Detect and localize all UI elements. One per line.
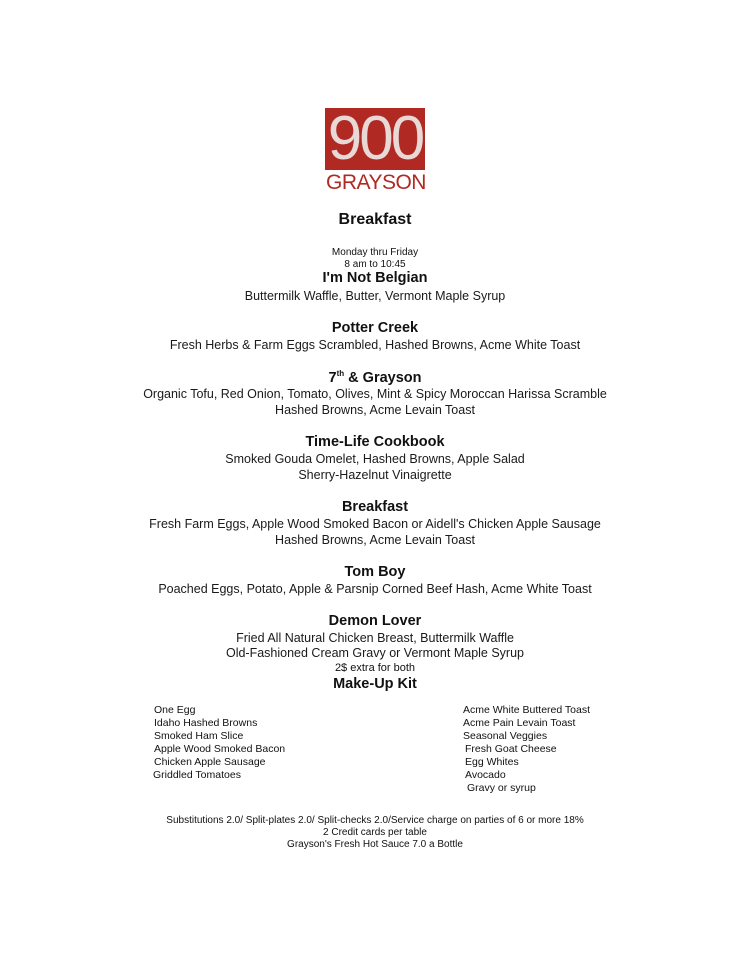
list-item: Apple Wood Smoked Bacon <box>154 743 286 755</box>
list-item: Egg Whites <box>465 756 519 768</box>
menu-item-desc: Organic Tofu, Red Onion, Tomato, Olives, Mint & Spicy Moroccan Harissa Scramble <box>143 387 607 401</box>
list-item: Chicken Apple Sausage <box>154 756 266 768</box>
menu-item-desc: Old-Fashioned Cream Gravy or Vermont Maple Syrup <box>225 646 525 660</box>
menu-item-desc: Poached Eggs, Potato, Apple & Parsnip Corned Beef Hash, Acme White Toast <box>158 582 592 596</box>
logo-number: 900 <box>327 104 423 173</box>
footer-policies: Substitutions 2.0/ Split-plates 2.0/ Split-checks 2.0/Service charge on parties of 6 or more 18% <box>166 815 584 826</box>
menu-item-desc: Fresh Herbs & Farm Eggs Scrambled, Hashed Browns, Acme White Toast <box>169 338 581 352</box>
list-item: Seasonal Veggies <box>463 730 548 742</box>
menu-item-title: Breakfast <box>341 499 409 515</box>
list-item: Avocado <box>465 769 506 781</box>
list-item: Fresh Goat Cheese <box>465 743 557 755</box>
menu-item-title: Time-Life Cookbook <box>305 434 445 450</box>
menu-item-desc: Hashed Browns, Acme Levain Toast <box>275 533 475 547</box>
makeup-kit-left-list <box>154 704 285 782</box>
schedule-days: Monday thru Friday <box>331 247 419 258</box>
menu-item-title: I'm Not Belgian <box>322 270 428 286</box>
menu-item-title: Tom Boy <box>344 564 406 580</box>
list-item: Acme Pain Levain Toast <box>463 717 576 729</box>
list-item: Idaho Hashed Browns <box>154 717 258 729</box>
page-title: Breakfast <box>338 211 412 228</box>
makeup-kit-right-list <box>463 704 590 795</box>
menu-item-title: Potter Creek <box>331 320 419 336</box>
menu-item-desc: Sherry-Hazelnut Vinaigrette <box>298 468 452 482</box>
menu-item-title: 7th & Grayson <box>328 369 422 386</box>
menu-item-desc: Smoked Gouda Omelet, Hashed Browns, Apple Salad <box>225 452 525 466</box>
list-item: Smoked Ham Slice <box>154 730 244 742</box>
menu-item-title: Demon Lover <box>328 613 422 629</box>
logo-wordmark: GRAYSON <box>326 171 426 194</box>
footer-hot-sauce: Grayson's Fresh Hot Sauce 7.0 a Bottle <box>287 839 463 850</box>
menu-item-desc: Fresh Farm Eggs, Apple Wood Smoked Bacon or Aidell's Chicken Apple Sausage <box>149 517 601 531</box>
footer-credit-cards: 2 Credit cards per table <box>323 827 427 838</box>
menu-item-note: 2$ extra for both <box>334 662 416 674</box>
list-item: Griddled Tomatoes <box>153 769 241 781</box>
list-item: Acme White Buttered Toast <box>463 704 591 716</box>
menu-item-desc: Fried All Natural Chicken Breast, Buttermilk Waffle <box>236 631 514 645</box>
makeup-kit-title: Make-Up Kit <box>333 676 417 692</box>
restaurant-logo <box>325 104 427 194</box>
schedule-hours: 8 am to 10:45 <box>344 259 406 270</box>
menu-item-desc: Buttermilk Waffle, Butter, Vermont Maple Syrup <box>244 289 506 303</box>
list-item: One Egg <box>154 704 196 716</box>
menu-item-desc: Hashed Browns, Acme Levain Toast <box>275 403 475 417</box>
list-item: Gravy or syrup <box>467 782 536 794</box>
